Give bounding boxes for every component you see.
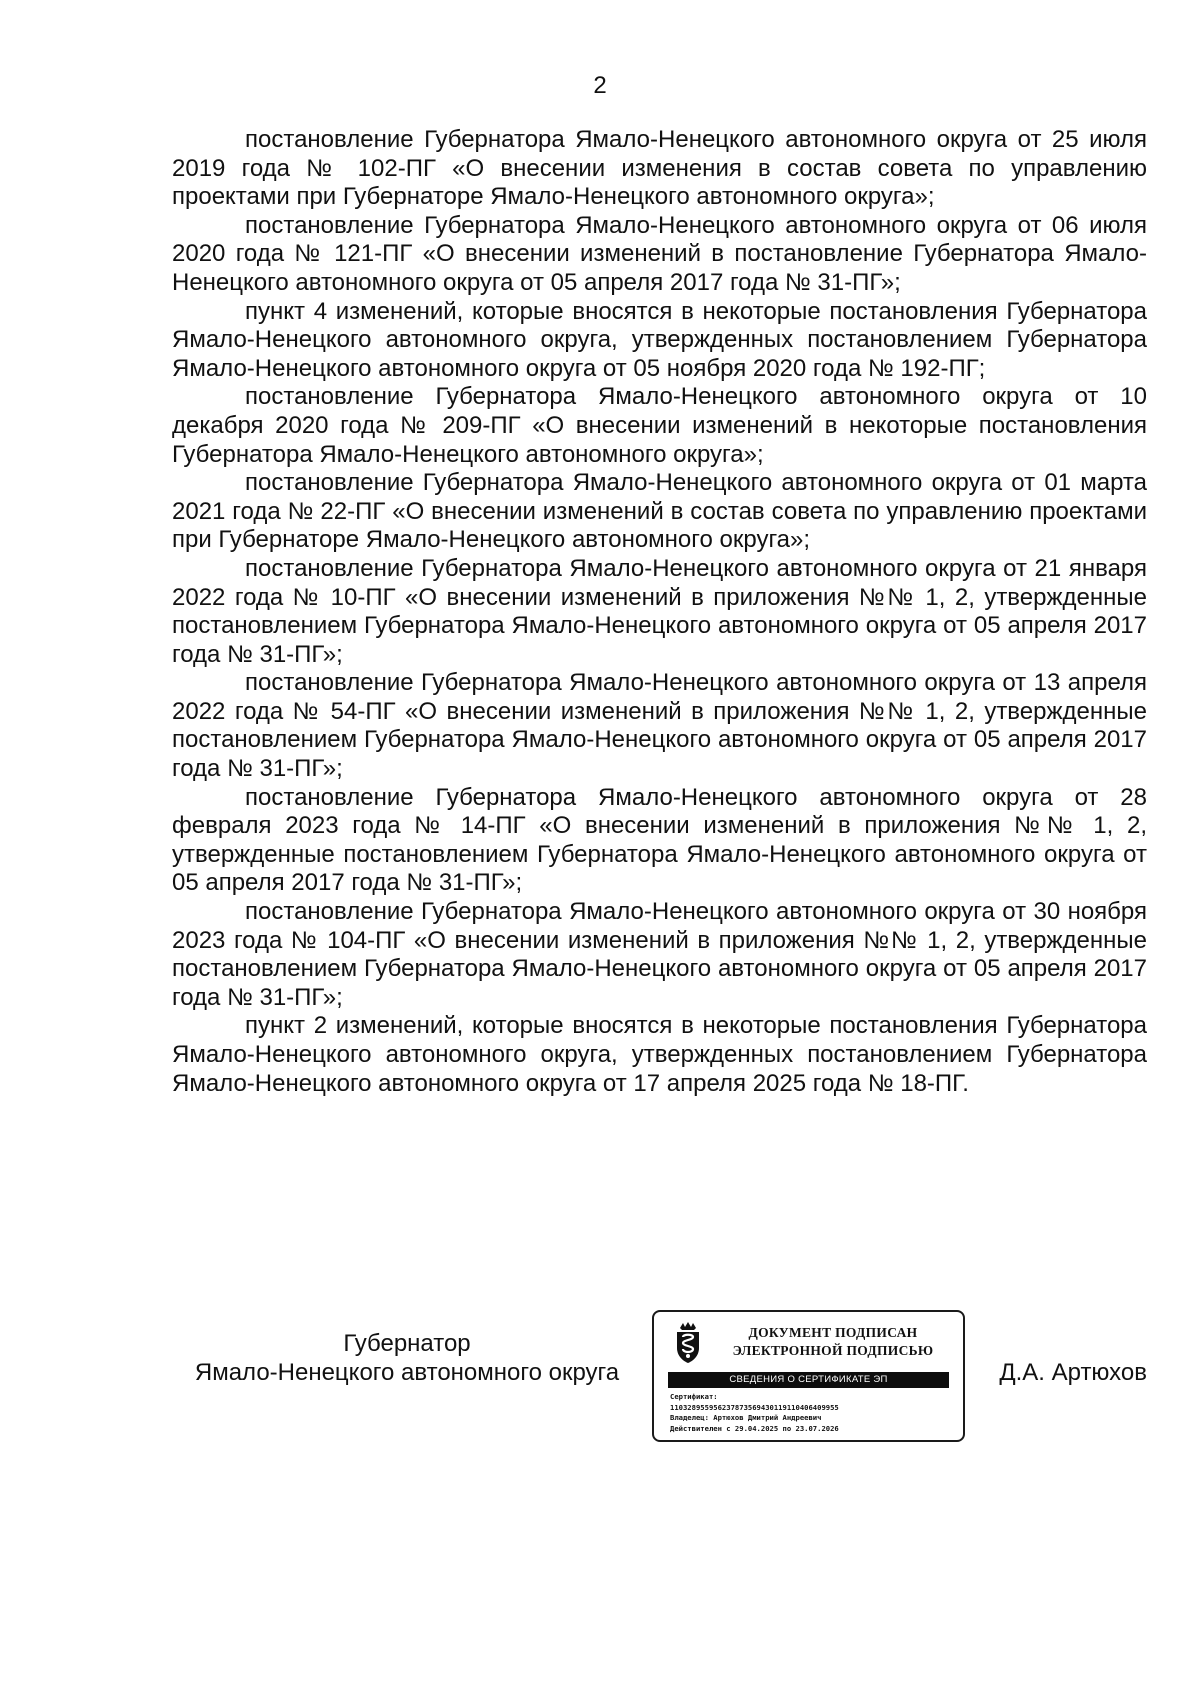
page-number: 2: [593, 72, 607, 99]
certificate-details: [670, 1392, 955, 1434]
list-item: постановление Губернатора Ямало-Ненецкого автономного округа от 10 декабря 2020 года № 209-ПГ «О внесении изменений в некоторые постановления Губернатора Ямало-Ненецкого автономного округа»;: [172, 383, 1147, 468]
signatory-position: [172, 1330, 642, 1387]
certificate-label: Сертификат:: [670, 1392, 718, 1401]
certificate-owner: Владелец: Артюхов Дмитрий Андреевич: [670, 1413, 822, 1422]
list-item: постановление Губернатора Ямало-Ненецкого автономного округа от 28 февраля 2023 года № 14-ПГ «О внесении изменений в приложения №№ 1, 2, утвержденные постановлением Губернатора Ямало-Ненецкого автономного округа от 05 апреля 2017 года № 31-ПГ»;: [172, 783, 1147, 897]
certificate-number: 110328955956237873569430119110406409955: [670, 1402, 839, 1412]
stamp-heading: [712, 1324, 954, 1360]
list-item: постановление Губернатора Ямало-Ненецкого автономного округа от 06 июля 2020 года № 121-ПГ «О внесении изменений в постановление Губернатора Ямало-Ненецкого автономного округа от 05 апреля 2017 года № 31-ПГ»;: [172, 211, 1147, 296]
signatory-position-line2: Ямало-Ненецкого автономного округа: [194, 1358, 620, 1386]
certificate-validity: Действителен с 29.04.2025 по 23.07.2026: [670, 1423, 839, 1433]
document-body: [172, 126, 1147, 1098]
stamp-heading-line1: ДОКУМЕНТ ПОДПИСАН: [748, 1325, 918, 1340]
signatory-position-line1: Губернатор: [343, 1330, 471, 1357]
yamal-coat-of-arms-icon: [674, 1322, 702, 1364]
list-item: постановление Губернатора Ямало-Ненецкого автономного округа от 13 апреля 2022 года № 54-ПГ «О внесении изменений в приложения №№ 1, 2, утвержденные постановлением Губернатора Ямало-Ненецкого автономного округа от 05 апреля 2017 года № 31-ПГ»;: [172, 669, 1147, 783]
signatory-name: Д.А. Артюхов: [999, 1358, 1147, 1386]
list-item: постановление Губернатора Ямало-Ненецкого автономного округа от 30 ноября 2023 года № 104-ПГ «О внесении изменений в приложения №№ 1, 2, утвержденные постановлением Губернатора Ямало-Ненецкого автономного округа от 05 апреля 2017 года № 31-ПГ»;: [172, 898, 1147, 1011]
stamp-heading-line2: ЭЛЕКТРОННОЙ ПОДПИСЬЮ: [732, 1343, 934, 1358]
list-item: постановление Губернатора Ямало-Ненецкого автономного округа от 25 июля 2019 года № 102-ПГ «О внесении изменения в состав совета по управлению проектами при Губернаторе Ямало-Ненецкого автономного округа»;: [172, 126, 1147, 211]
list-item: пункт 2 изменений, которые вносятся в некоторые постановления Губернатора Ямало-Ненецкого автономного округа, утвержденных постановлением Губернатора Ямало-Ненецкого автономного округа от 17 апреля 2025 года № 18-ПГ.: [172, 1012, 1147, 1097]
list-item: пункт 4 изменений, которые вносятся в некоторые постановления Губернатора Ямало-Ненецкого автономного округа, утвержденных постановлением Губернатора Ямало-Ненецкого автономного округа от 05 ноября 2020 года № 192-ПГ;: [172, 297, 1147, 382]
list-item: постановление Губернатора Ямало-Ненецкого автономного округа от 21 января 2022 года № 10-ПГ «О внесении изменений в приложения №№ 1, 2, утвержденные постановлением Губернатора Ямало-Ненецкого автономного округа от 05 апреля 2017 года № 31-ПГ»;: [172, 554, 1147, 668]
electronic-signature-stamp: [652, 1310, 965, 1442]
certificate-info-bar: СВЕДЕНИЯ О СЕРТИФИКАТЕ ЭП: [668, 1372, 949, 1388]
list-item: постановление Губернатора Ямало-Ненецкого автономного округа от 01 марта 2021 года № 22-ПГ «О внесении изменений в состав совета по управлению проектами при Губернаторе Ямало-Ненецкого автономного округа»;: [172, 469, 1147, 554]
signature-block: [172, 1310, 1147, 1460]
